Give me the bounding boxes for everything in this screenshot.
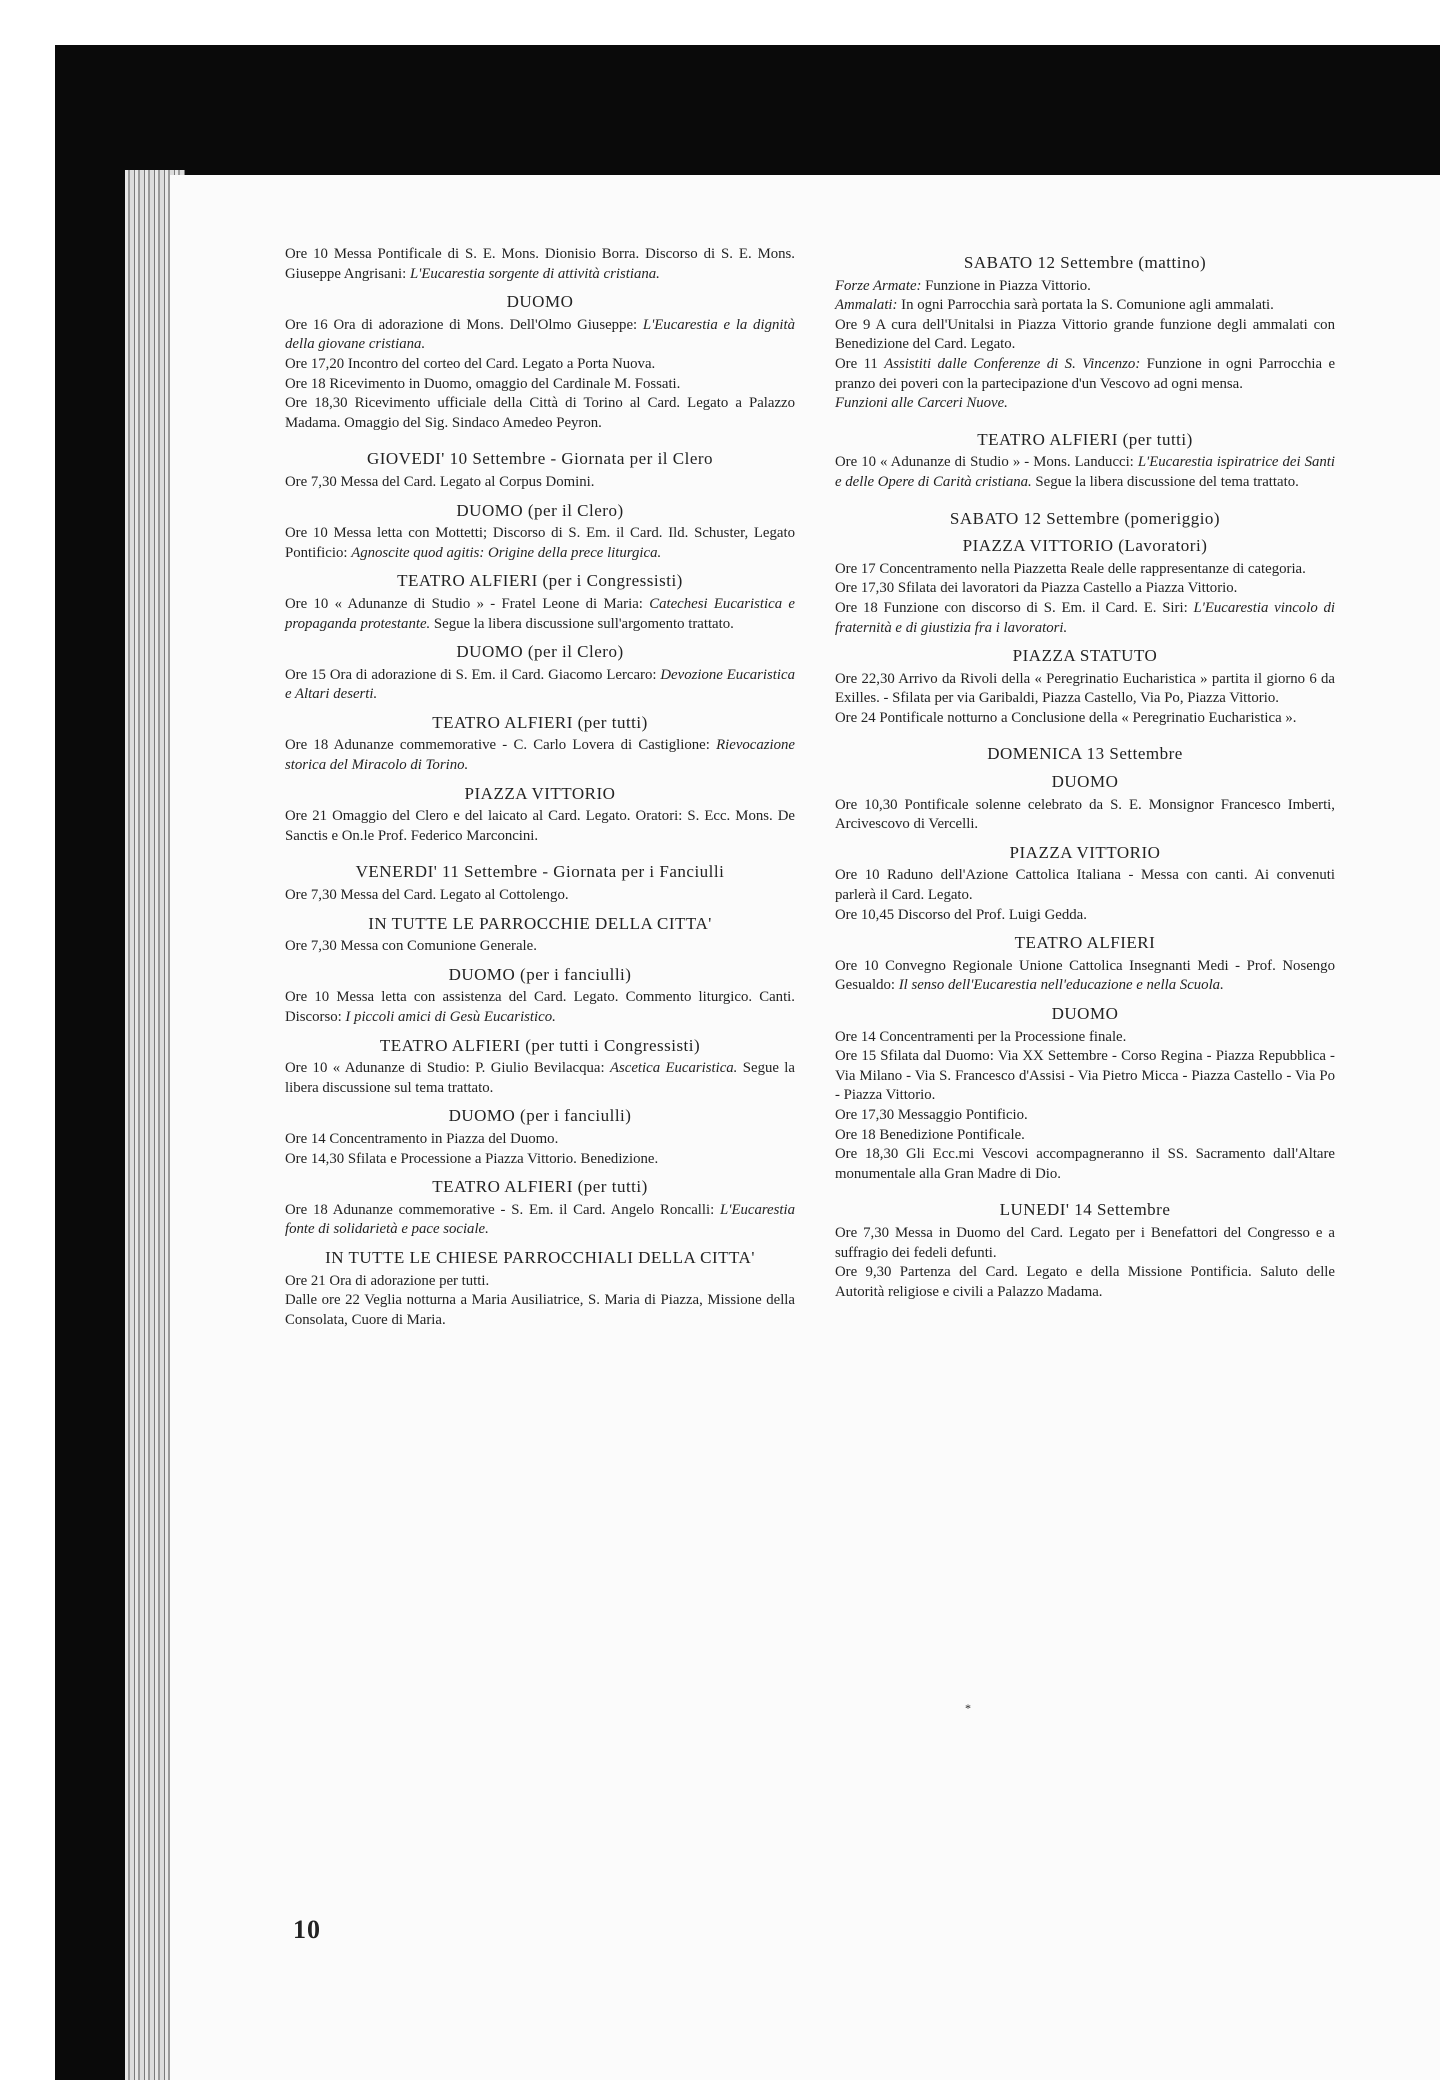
schedule-entry — [285, 375, 795, 395]
entry-time: Ore 10,45 — [835, 906, 898, 923]
entry-text: Adunanze commemorative - S. Em. il Card. Angelo Roncalli: — [332, 1201, 721, 1218]
entry-text: Pontificale notturno a Conclusione della « Peregrinatio Eucharistica ». — [879, 709, 1297, 726]
section-heading: PIAZZA STATUTO — [1012, 646, 1158, 666]
schedule-entry — [285, 886, 795, 906]
entry-title: I piccoli amici di Gesù Eucaristico. — [345, 1009, 556, 1025]
section-heading: GIOVEDI' 10 Settembre - Giornata per il Clero — [366, 449, 714, 469]
section-heading: DOMENICA 13 Settembre — [987, 744, 1183, 764]
entry-lead: Funzioni alle Carceri Nuove. — [835, 395, 1008, 412]
schedule-entry — [835, 1224, 1335, 1263]
schedule-entry — [835, 1263, 1335, 1302]
entry-text: Funzione in Piazza Vittorio. — [921, 277, 1091, 294]
schedule-entry — [285, 595, 795, 634]
entry-title: L'Eucarestia e la dignità della giovane cristiana. — [285, 316, 795, 353]
entry-time: Dalle ore 22 — [285, 1292, 365, 1309]
section-heading: DUOMO — [1051, 1004, 1119, 1023]
entry-text: Incontro del corteo del Card. Legato a Porta Nuova. — [347, 355, 656, 372]
entry-time: Ore 16 — [285, 316, 334, 333]
entry-time: Ore 18,30 — [835, 1146, 906, 1163]
entry-time: Ore 18 — [835, 599, 884, 616]
section-heading: PIAZZA VITTORIO (Lavoratori) — [962, 536, 1208, 556]
schedule-entry — [835, 796, 1335, 835]
schedule-entry — [835, 1106, 1335, 1126]
entry-time: Ore 7,30 — [285, 473, 341, 490]
entry-time: Ore 21 — [285, 808, 333, 825]
section-heading: DUOMO (per il Clero) — [456, 500, 624, 520]
schedule-entry — [285, 1201, 795, 1240]
entry-time: Ore 14,30 — [285, 1150, 348, 1167]
entry-text: Funzione con discorso di S. Em. il Card. E. Siri: — [883, 599, 1194, 616]
section-heading: PIAZZA VITTORIO — [464, 783, 616, 803]
schedule-entry — [285, 988, 795, 1027]
schedule-entry — [285, 736, 795, 775]
schedule-entry — [835, 957, 1335, 996]
schedule-entry — [285, 524, 795, 563]
section-heading: TEATRO ALFIERI (per tutti) — [432, 712, 648, 732]
entry-text: Sfilata dal Duomo: Via XX Settembre - Corso Regina - Piazza Repubblica - Via Milano - Via S. Francesco d'Assisi - Via Pietro Micca - Piazza Castello - Via Po - Piazza Vittorio. — [835, 1048, 1335, 1104]
entry-time: Ore 10 — [285, 525, 334, 542]
entry-text: « Adunanze di Studio » - Fratel Leone di Maria: — [334, 595, 650, 612]
entry-lead: Assistiti dalle Conferenze di S. Vincenzo: — [884, 355, 1141, 372]
entry-time: Ore 10 — [285, 595, 335, 612]
entry-text: A cura dell'Unitalsi in Piazza Vittorio grande funzione degli ammalati con Benedizione del Card. Legato. — [835, 316, 1335, 353]
entry-time: Ore 22,30 — [835, 670, 899, 687]
entry-text: Pontificale solenne celebrato da S. E. Monsignor Francesco Imberti, Arcivescovo di Vercelli. — [835, 796, 1335, 833]
entry-text: Discorso del Prof. Luigi Gedda. — [897, 906, 1087, 923]
entry-title: L'Eucarestia ispiratrice dei Santi e delle Opere di Carità cristiana. — [835, 454, 1335, 490]
entry-time: Ore 9,30 — [835, 1264, 900, 1281]
schedule-entry — [285, 666, 795, 705]
entry-time: Ore 18,30 — [285, 395, 355, 412]
program-column-left — [285, 245, 795, 1330]
schedule-entry — [285, 316, 795, 355]
entry-text: Concentramenti per la Processione finale. — [879, 1028, 1127, 1045]
entry-time: Ore 10,30 — [835, 796, 905, 813]
entry-lead: Ammalati: — [835, 297, 898, 314]
entry-text: Convegno Regionale Unione Cattolica Insegnanti Medi - Prof. Nosengo Gesualdo: — [835, 957, 1335, 994]
schedule-entry — [285, 355, 795, 375]
entry-text: Ora di adorazione di S. Em. il Card. Giacomo Lercaro: — [329, 666, 661, 683]
schedule-entry — [835, 560, 1335, 580]
schedule-entry — [835, 316, 1335, 355]
schedule-entry — [285, 245, 795, 284]
entry-time: Ore 15 — [285, 666, 330, 683]
schedule-entry — [285, 1130, 795, 1150]
page-number: 10 — [293, 1915, 321, 1944]
section-heading: TEATRO ALFIERI (per tutti) — [432, 1177, 648, 1197]
section-heading: SABATO 12 Settembre (mattino) — [963, 253, 1207, 272]
entry-time: Ore 17,30 — [835, 1106, 898, 1123]
entry-text: Sfilata dei lavoratori da Piazza Castello a Piazza Vittorio. — [897, 580, 1238, 597]
entry-time: Ore 11 — [835, 355, 885, 372]
section-heading: IN TUTTE LE PARROCCHIE DELLA CITTA' — [368, 913, 712, 933]
section-heading: TEATRO ALFIERI — [1014, 933, 1156, 953]
schedule-entry — [285, 473, 795, 493]
schedule-entry — [835, 277, 1335, 297]
schedule-entry — [835, 394, 1335, 414]
entry-title: Catechesi Eucaristica e propaganda protestante. — [285, 595, 795, 632]
section-heading: VENERDI' 11 Settembre - Giornata per i Fanciulli — [355, 862, 725, 882]
entry-time: Ore 15 — [835, 1048, 881, 1065]
section-heading: DUOMO — [506, 292, 574, 312]
entry-text: Adunanze commemorative - C. Carlo Lovera di Castiglione: — [333, 737, 717, 754]
entry-title: L'Eucarestia fonte di solidarietà e pace sociale. — [285, 1201, 795, 1238]
schedule-entry — [835, 906, 1335, 926]
entry-text-after: Segue la libera discussione del tema trattato. — [1031, 473, 1299, 490]
schedule-entry — [285, 1059, 795, 1098]
entry-time: Ore 24 — [835, 709, 880, 726]
entry-text: Partenza del Card. Legato e della Missione Pontificia. Saluto delle Autorità religiose e civili a Palazzo Madama. — [835, 1264, 1335, 1300]
entry-time: Ore 18 — [835, 1126, 880, 1143]
section-heading: PIAZZA VITTORIO — [1009, 842, 1161, 862]
scan-border-top — [55, 45, 1440, 185]
entry-text: Ricevimento in Duomo, omaggio del Cardinale M. Fossati. — [329, 375, 681, 392]
entry-text: Ora di adorazione di Mons. Dell'Olmo Giuseppe: — [333, 316, 643, 333]
entry-time: Ore 18 — [285, 375, 330, 392]
entry-time: Ore 14 — [285, 1130, 330, 1147]
entry-time: Ore 10 — [835, 454, 881, 471]
schedule-entry — [835, 866, 1335, 905]
entry-text: Concentramento in Piazza del Duomo. — [329, 1130, 559, 1147]
schedule-entry — [835, 670, 1335, 709]
entry-text: Omaggio del Clero e del laicato al Card. Legato. Oratori: S. Ecc. Mons. De Sanctis e On.le Prof. Federico Marconcini. — [285, 808, 795, 844]
entry-text: Sfilata e Processione a Piazza Vittorio. Benedizione. — [347, 1150, 659, 1167]
entry-text: Raduno dell'Azione Cattolica Italiana - Messa con canti. Ai convenuti parlerà il Card. Legato. — [835, 867, 1335, 904]
entry-text: Messa con Comunione Generale. — [340, 938, 537, 955]
entry-text: Concentramento nella Piazzetta Reale delle rappresentanze di categoria. — [879, 560, 1306, 577]
entry-time: Ore 17 — [835, 560, 880, 577]
entry-text: Ricevimento ufficiale della Città di Torino al Card. Legato a Palazzo Madama. Omaggio del Sig. Sindaco Amedeo Peyron. — [285, 395, 795, 431]
entry-time: Ore 17,30 — [835, 580, 898, 597]
section-heading: DUOMO (per i fanciulli) — [448, 964, 632, 984]
schedule-entry — [835, 709, 1335, 729]
entry-text: Messaggio Pontificio. — [897, 1106, 1028, 1123]
section-heading: IN TUTTE LE CHIESE PARROCCHIALI DELLA CITTA' — [325, 1247, 755, 1267]
entry-text: Messa letta con assistenza del Card. Legato. Commento liturgico. Canti. Discorso: — [285, 989, 795, 1025]
entry-time: Ore 7,30 — [285, 938, 341, 955]
entry-title: Ascetica Eucaristica. — [609, 1060, 738, 1077]
schedule-entry — [285, 1272, 795, 1292]
schedule-entry — [835, 296, 1335, 316]
entry-title: L'Eucarestia sorgente di attività cristiana. — [409, 265, 660, 282]
entry-time: Ore 14 — [835, 1028, 880, 1045]
entry-time: Ore 10 — [835, 867, 888, 884]
entry-text-after: Segue la libera discussione sull'argomento trattato. — [430, 615, 734, 632]
entry-lead: Forze Armate: — [835, 277, 922, 294]
entry-text: « Adunanze di Studio: P. Giulio Bevilacqua: — [332, 1060, 610, 1077]
section-heading: DUOMO (per il Clero) — [456, 642, 624, 662]
schedule-entry — [285, 937, 795, 957]
entry-title: L'Eucarestia vincolo di fraternità e di giustizia fra i lavoratori. — [835, 599, 1335, 636]
program-column-right — [835, 245, 1335, 1302]
entry-time: Ore 7,30 — [835, 1224, 895, 1241]
entry-time: Ore 18 — [285, 1201, 333, 1218]
section-heading: TEATRO ALFIERI (per i Congressisti) — [397, 571, 683, 591]
section-heading: LUNEDI' 14 Settembre — [999, 1200, 1171, 1220]
entry-text: In ogni Parrocchia sarà portata la S. Comunione agli ammalati. — [897, 297, 1274, 314]
schedule-entry — [835, 453, 1335, 492]
section-heading: DUOMO — [1051, 772, 1119, 792]
entry-text: Messa del Card. Legato al Corpus Domini. — [340, 473, 595, 490]
schedule-entry — [835, 1126, 1335, 1146]
entry-title: Rievocazione storica del Miracolo di Torino. — [285, 737, 795, 774]
section-heading: DUOMO (per i fanciulli) — [448, 1106, 632, 1126]
entry-title: Agnoscite quod agitis: Origine della prece liturgica. — [351, 544, 662, 561]
schedule-entry — [835, 599, 1335, 638]
schedule-entry — [285, 1150, 795, 1170]
section-heading: TEATRO ALFIERI (per tutti i Congressisti) — [379, 1035, 701, 1055]
entry-title: Il senso dell'Eucarestia nell'educazione e nella Scuola. — [898, 977, 1224, 994]
entry-text: Messa in Duomo del Card. Legato per i Benefattori del Congresso e a suffragio dei fedeli defunti. — [835, 1224, 1335, 1261]
entry-text: Messa del Card. Legato al Cottolengo. — [340, 887, 569, 904]
entry-text: « Adunanze di Studio » - Mons. Landucci: — [880, 454, 1138, 471]
schedule-entry — [835, 1028, 1335, 1048]
entry-text: Messa letta con Mottetti; Discorso di S. Em. il Card. Ild. Schuster, Legato Pontificio: — [285, 525, 795, 561]
schedule-entry — [285, 807, 795, 846]
entry-time: Ore 18 — [285, 737, 334, 754]
entry-time: Ore 10 — [285, 1060, 333, 1077]
entry-time: Ore 10 — [835, 957, 886, 974]
entry-time: Ore 21 — [285, 1272, 330, 1289]
entry-text: Funzione in ogni Parrocchia e pranzo dei poveri con la partecipazione d'un Vescovo ad ogni mensa. — [835, 355, 1336, 392]
entry-time: Ore 10 — [285, 989, 337, 1006]
entry-text: Messa Pontificale di S. E. Mons. Dionisio Borra. Discorso di S. E. Mons. Giuseppe Angrisani: — [285, 246, 795, 282]
entry-text: Benedizione Pontificale. — [879, 1126, 1025, 1143]
entry-text: Gli Ecc.mi Vescovi accompagneranno il SS. Sacramento dall'Altare monumentale alla Gran Madre di Dio. — [835, 1146, 1335, 1182]
entry-time: Ore 7,30 — [285, 887, 341, 904]
entry-time: Ore 10 — [285, 246, 334, 262]
entry-text-after: Segue la libera discussione sul tema trattato. — [285, 1060, 795, 1096]
entry-time: Ore 17,20 — [285, 355, 348, 372]
entry-text: Ora di adorazione per tutti. — [329, 1272, 490, 1289]
ornament-mark: * — [965, 1701, 971, 1715]
entry-text: Arrivo da Rivoli della « Peregrinatio Eucharistica » partita il giorno 6 da Exilles. - Sfilata per via Garibaldi, Piazza Castello, Via Po, Piazza Vittorio. — [835, 670, 1335, 707]
schedule-entry — [285, 1291, 795, 1330]
section-heading: SABATO 12 Settembre (pomeriggio) — [949, 508, 1221, 528]
schedule-entry — [835, 1145, 1335, 1184]
entry-text: Veglia notturna a Maria Ausiliatrice, S. Maria di Piazza, Missione della Consolata, Cuore di Maria. — [285, 1292, 795, 1328]
entry-time: Ore 9 — [835, 316, 876, 333]
entry-title: Devozione Eucaristica e Altari deserti. — [285, 666, 795, 703]
section-heading: TEATRO ALFIERI (per tutti) — [977, 429, 1193, 449]
schedule-entry — [835, 1047, 1335, 1106]
schedule-entry — [835, 355, 1335, 394]
schedule-entry — [835, 579, 1335, 599]
schedule-entry — [285, 394, 795, 433]
